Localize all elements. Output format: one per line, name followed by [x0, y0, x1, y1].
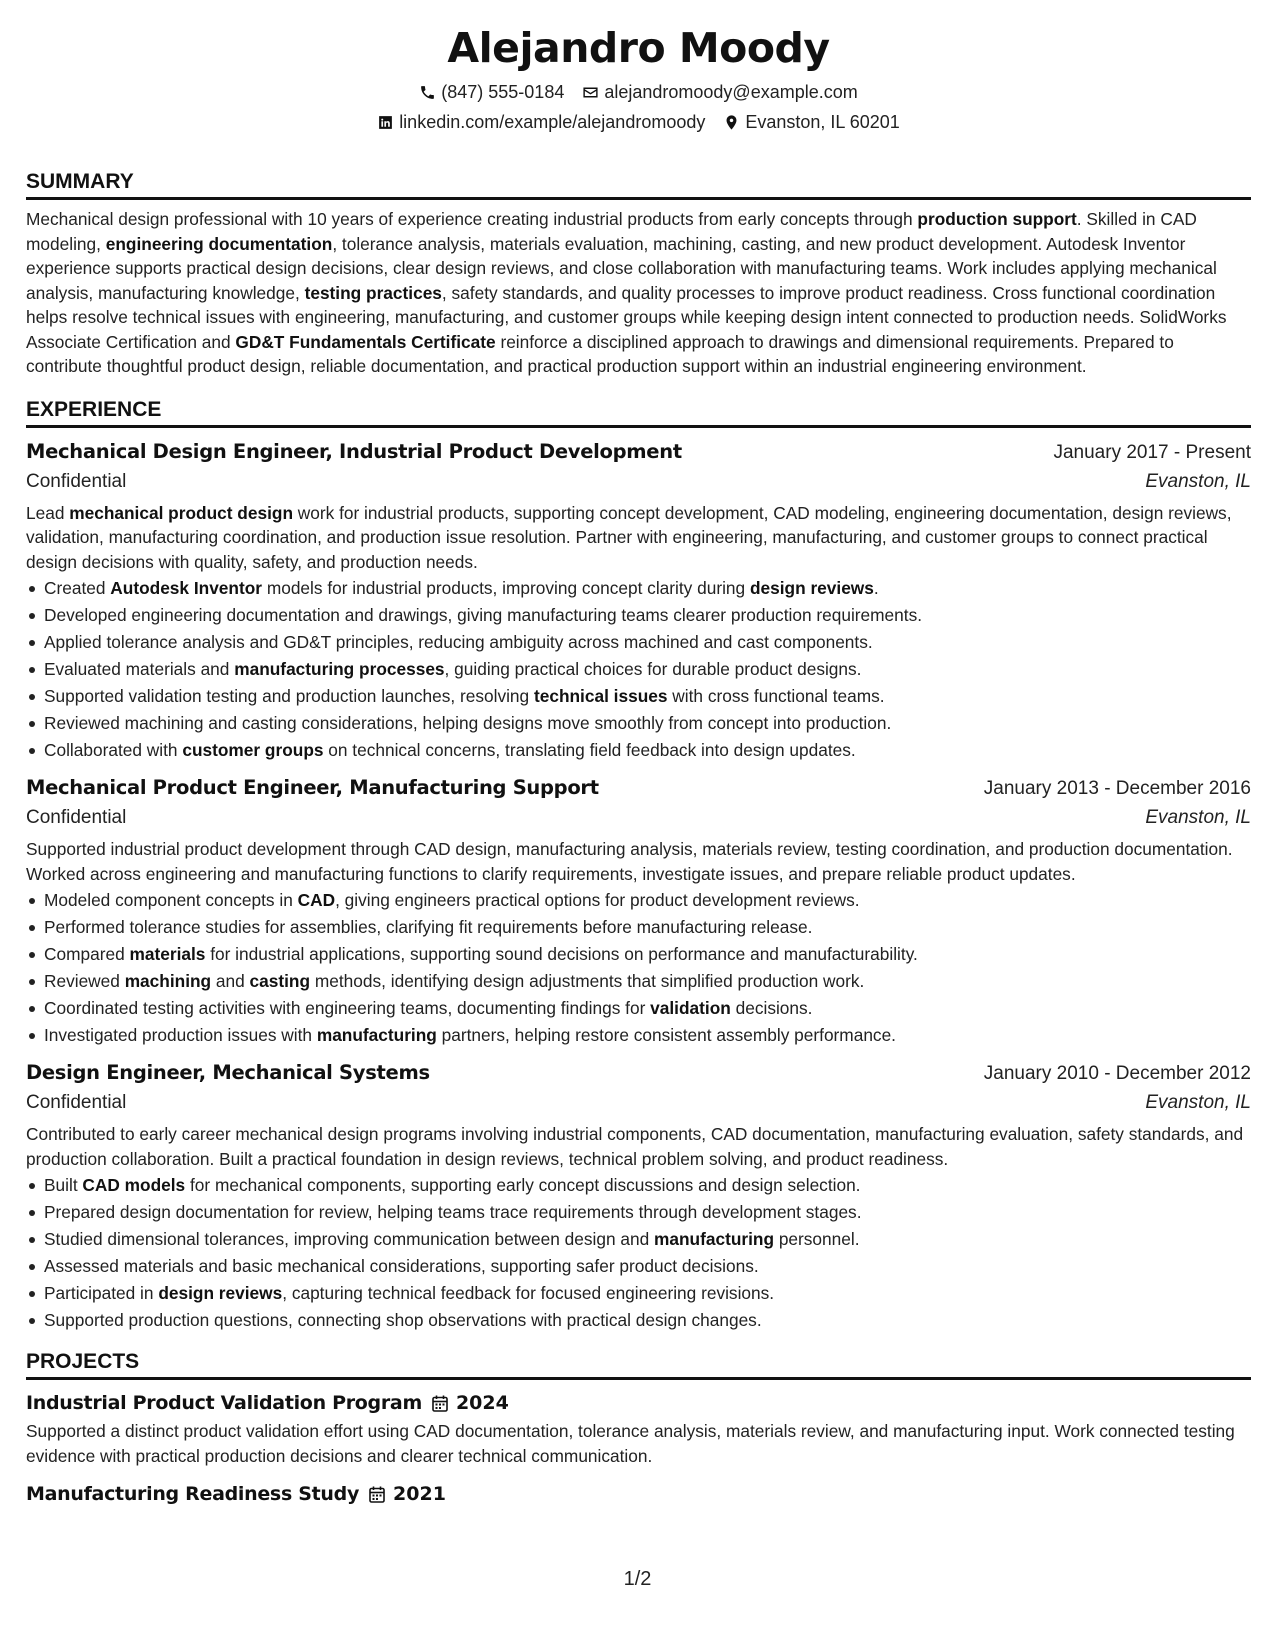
text-segment: Supported production questions, connecting shop observations with practical design changes. [44, 1310, 762, 1330]
text-segment: partners, helping restore consistent assembly performance. [436, 1025, 896, 1045]
text-segment: Reviewed [44, 971, 125, 991]
bullet-item [26, 941, 1251, 968]
job-bullets [26, 887, 1251, 1049]
map-pin-icon [723, 114, 740, 131]
text-segment: Reviewed machining and casting considerations, helping designs move smoothly from concept into production. [44, 713, 892, 733]
summary-text [26, 207, 1251, 379]
summary-section [26, 168, 1251, 379]
text-segment: Supported industrial product development through CAD design, manufacturing analysis, materials review, testing coordination, and production documentation. Worked across engineering and manufacturing functions to clarify requirements, investigate issues, and prepare reliable product updates. [26, 839, 1233, 884]
linkedin-contact[interactable] [377, 110, 705, 134]
text-segment: Assessed materials and basic mechanical considerations, supporting safer product decisions. [44, 1256, 759, 1276]
job-dates: January 2017 - Present [1053, 441, 1251, 463]
keyword-highlight: manufacturing [316, 1025, 437, 1045]
text-segment: Created [44, 578, 111, 598]
job-location: Evanston, IL [1145, 1092, 1251, 1113]
phone-number: (847) 555-0184 [441, 82, 565, 102]
text-segment: for industrial applications, supporting sound decisions on performance and manufacturability. [205, 944, 918, 964]
text-segment: Evaluated materials and [44, 659, 235, 679]
text-segment: . Skilled in CAD modeling, [26, 209, 1197, 254]
keyword-highlight: production support [917, 209, 1077, 229]
text-segment: decisions. [730, 998, 813, 1018]
job-company: Confidential [26, 470, 127, 492]
project-entry [26, 1389, 1251, 1468]
location-contact [723, 110, 899, 134]
job-dates: January 2013 - December 2016 [983, 778, 1251, 799]
text-segment: work for industrial products, supporting concept development, CAD modeling, engineering documentation, design reviews, validation, manufacturing coordination, and production issue resolution. Partner with engineering, manufacturing, and customer groups to connect practical design decisions with quality, safety, and production needs. [26, 502, 1232, 572]
job-entry [26, 437, 1251, 765]
job-bullets [26, 575, 1251, 764]
project-description: Supported a distinct product validation effort using CAD documentation, tolerance analysis, materials review, and manufacturing input. Work connected testing evidence with practical production decisions and clearer technical communication. [26, 1421, 1235, 1466]
keyword-highlight: CAD models [82, 1175, 186, 1195]
text-segment: Compared [44, 944, 130, 964]
text-segment: Performed tolerance studies for assemblies, clarifying fit requirements before manufacturing release. [44, 917, 813, 937]
keyword-highlight: engineering documentation [105, 233, 333, 254]
bullet-item [26, 629, 1251, 656]
text-segment: Prepared design documentation for review, helping teams trace requirements through development stages. [44, 1202, 862, 1222]
job-summary [26, 837, 1251, 886]
phone-icon [419, 84, 436, 101]
text-segment: Lead [26, 502, 70, 523]
linkedin-icon [377, 114, 394, 131]
project-entry [26, 1480, 1251, 1508]
text-segment: , tolerance analysis, materials evaluation, machining, casting, and new product development. Autodesk Inventor experience supports practical design decisions, clear design reviews, and close collaboration with manufacturing teams. Work includes applying mechanical analysis, manufacturing knowledge, [26, 233, 1217, 303]
bullet-item [26, 887, 1251, 914]
bullet-item [26, 710, 1251, 737]
job-bullets [26, 1172, 1251, 1334]
job-location: Evanston, IL [1145, 807, 1251, 828]
project-year: 2024 [455, 1392, 509, 1414]
page-number: 1/2 [623, 1568, 652, 1590]
resume-page [26, 22, 1251, 1508]
job-summary [26, 501, 1251, 575]
text-segment: Supported validation testing and production launches, resolving [44, 686, 534, 706]
envelope-icon [582, 84, 599, 101]
bullet-item [26, 737, 1251, 764]
project-date [369, 1483, 446, 1505]
text-segment: with cross functional teams. [667, 686, 885, 706]
keyword-highlight: GD&T Fundamentals Certificate [235, 331, 496, 352]
summary-heading: SUMMARY [26, 168, 1251, 200]
text-segment: Coordinated testing activities with engineering teams, documenting findings for [44, 998, 651, 1018]
bullet-item [26, 1253, 1251, 1280]
text-segment: , capturing technical feedback for focused engineering revisions. [282, 1283, 775, 1303]
keyword-highlight: design reviews [158, 1283, 283, 1303]
project-year: 2021 [393, 1483, 446, 1505]
job-title: Mechanical Product Engineer, Manufacturing Support [26, 776, 599, 799]
experience-section [26, 396, 1251, 1335]
project-title: Industrial Product Validation Program [26, 1392, 422, 1414]
job-entry [26, 773, 1251, 1049]
keyword-highlight: CAD [297, 890, 336, 910]
bullet-item [26, 1172, 1251, 1199]
keyword-highlight: casting [249, 971, 311, 991]
keyword-highlight: customer groups [182, 740, 324, 760]
text-segment: Collaborated with [44, 740, 183, 760]
text-segment: for mechanical components, supporting early concept discussions and design selection. [185, 1175, 861, 1195]
experience-heading: EXPERIENCE [26, 396, 1251, 428]
text-segment: Participated in [44, 1283, 159, 1303]
bullet-item [26, 1022, 1251, 1049]
job-summary [26, 1122, 1251, 1171]
job-company: Confidential [26, 1092, 127, 1113]
bullet-item [26, 1307, 1251, 1334]
keyword-highlight: validation [650, 998, 731, 1018]
job-location: Evanston, IL [1145, 470, 1251, 492]
keyword-highlight: design reviews [749, 578, 874, 598]
bullet-item [26, 1199, 1251, 1226]
calendar-icon [369, 1486, 385, 1503]
text-segment: Applied tolerance analysis and GD&T principles, reducing ambiguity across machined and cast components. [44, 632, 873, 652]
text-segment: , safety standards, and quality processes to improve product readiness. Cross functional coordination helps resolve technical issues with engineering, manufacturing, and customer groups while keeping design intent connected to production needs. SolidWorks Associate Certification and [26, 282, 1227, 352]
text-segment: Mechanical design professional with 10 years of experience creating industrial products from early concepts through [26, 209, 918, 229]
text-segment: Developed engineering documentation and drawings, giving manufacturing teams clearer production requirements. [44, 605, 923, 625]
bullet-item [26, 914, 1251, 941]
text-segment: , guiding practical choices for durable product designs. [444, 659, 862, 679]
keyword-highlight: testing practices [304, 282, 442, 303]
text-segment: Contributed to early career mechanical design programs involving industrial components, CAD documentation, manufacturing evaluation, safety standards, and production collaboration. Built a practical foundation in design reviews, technical problem solving, and product readiness. [26, 1124, 1244, 1169]
keyword-highlight: Autodesk Inventor [110, 578, 263, 598]
email-address[interactable]: alejandromoody@example.com [604, 82, 858, 102]
job-dates: January 2010 - December 2012 [983, 1063, 1251, 1084]
contact-line-2 [26, 110, 1251, 134]
text-segment: and [211, 971, 250, 991]
bullet-item [26, 995, 1251, 1022]
text-segment: . [873, 578, 879, 598]
text-segment: on technical concerns, translating field feedback into design updates. [323, 740, 856, 760]
bullet-item [26, 656, 1251, 683]
text-segment: Modeled component concepts in [44, 890, 298, 910]
keyword-highlight: mechanical product design [69, 502, 293, 523]
contact-line-1 [26, 80, 1251, 104]
email-contact[interactable] [582, 80, 857, 104]
linkedin-url[interactable]: linkedin.com/example/alejandromoody [399, 112, 706, 132]
keyword-highlight: technical issues [533, 686, 668, 706]
text-segment: methods, identifying design adjustments that simplified production work. [310, 971, 865, 991]
bullet-item [26, 1280, 1251, 1307]
project-date [432, 1392, 509, 1414]
job-entry [26, 1058, 1251, 1334]
text-segment: Investigated production issues with [44, 1025, 317, 1045]
text-segment: personnel. [774, 1229, 860, 1249]
bullet-item [26, 968, 1251, 995]
location-text: Evanston, IL 60201 [745, 112, 900, 132]
job-title: Design Engineer, Mechanical Systems [26, 1061, 430, 1084]
text-segment: Studied dimensional tolerances, improving communication between design and [44, 1229, 654, 1249]
phone-contact [419, 80, 564, 104]
candidate-name: Alejandro Moody [447, 24, 830, 72]
project-title: Manufacturing Readiness Study [26, 1483, 360, 1505]
text-segment: Built [44, 1175, 83, 1195]
bullet-item [26, 1226, 1251, 1253]
text-segment: models for industrial products, improving concept clarity during [262, 578, 750, 598]
keyword-highlight: materials [129, 944, 206, 964]
job-company: Confidential [26, 807, 127, 828]
bullet-item [26, 683, 1251, 710]
text-segment: reinforce a disciplined approach to drawings and dimensional requirements. Prepared to contribute thoughtful product design, reliable documentation, and practical production support within an industrial engineering environment. [26, 331, 1174, 376]
projects-heading: PROJECTS [26, 1348, 1251, 1380]
bullet-item [26, 602, 1251, 629]
text-segment: , giving engineers practical options for product development reviews. [335, 890, 860, 910]
calendar-icon [432, 1395, 448, 1412]
keyword-highlight: manufacturing [654, 1229, 775, 1249]
keyword-highlight: machining [124, 971, 212, 991]
job-title: Mechanical Design Engineer, Industrial Product Development [26, 439, 682, 463]
bullet-item [26, 575, 1251, 602]
keyword-highlight: manufacturing processes [234, 659, 445, 679]
projects-section [26, 1348, 1251, 1508]
